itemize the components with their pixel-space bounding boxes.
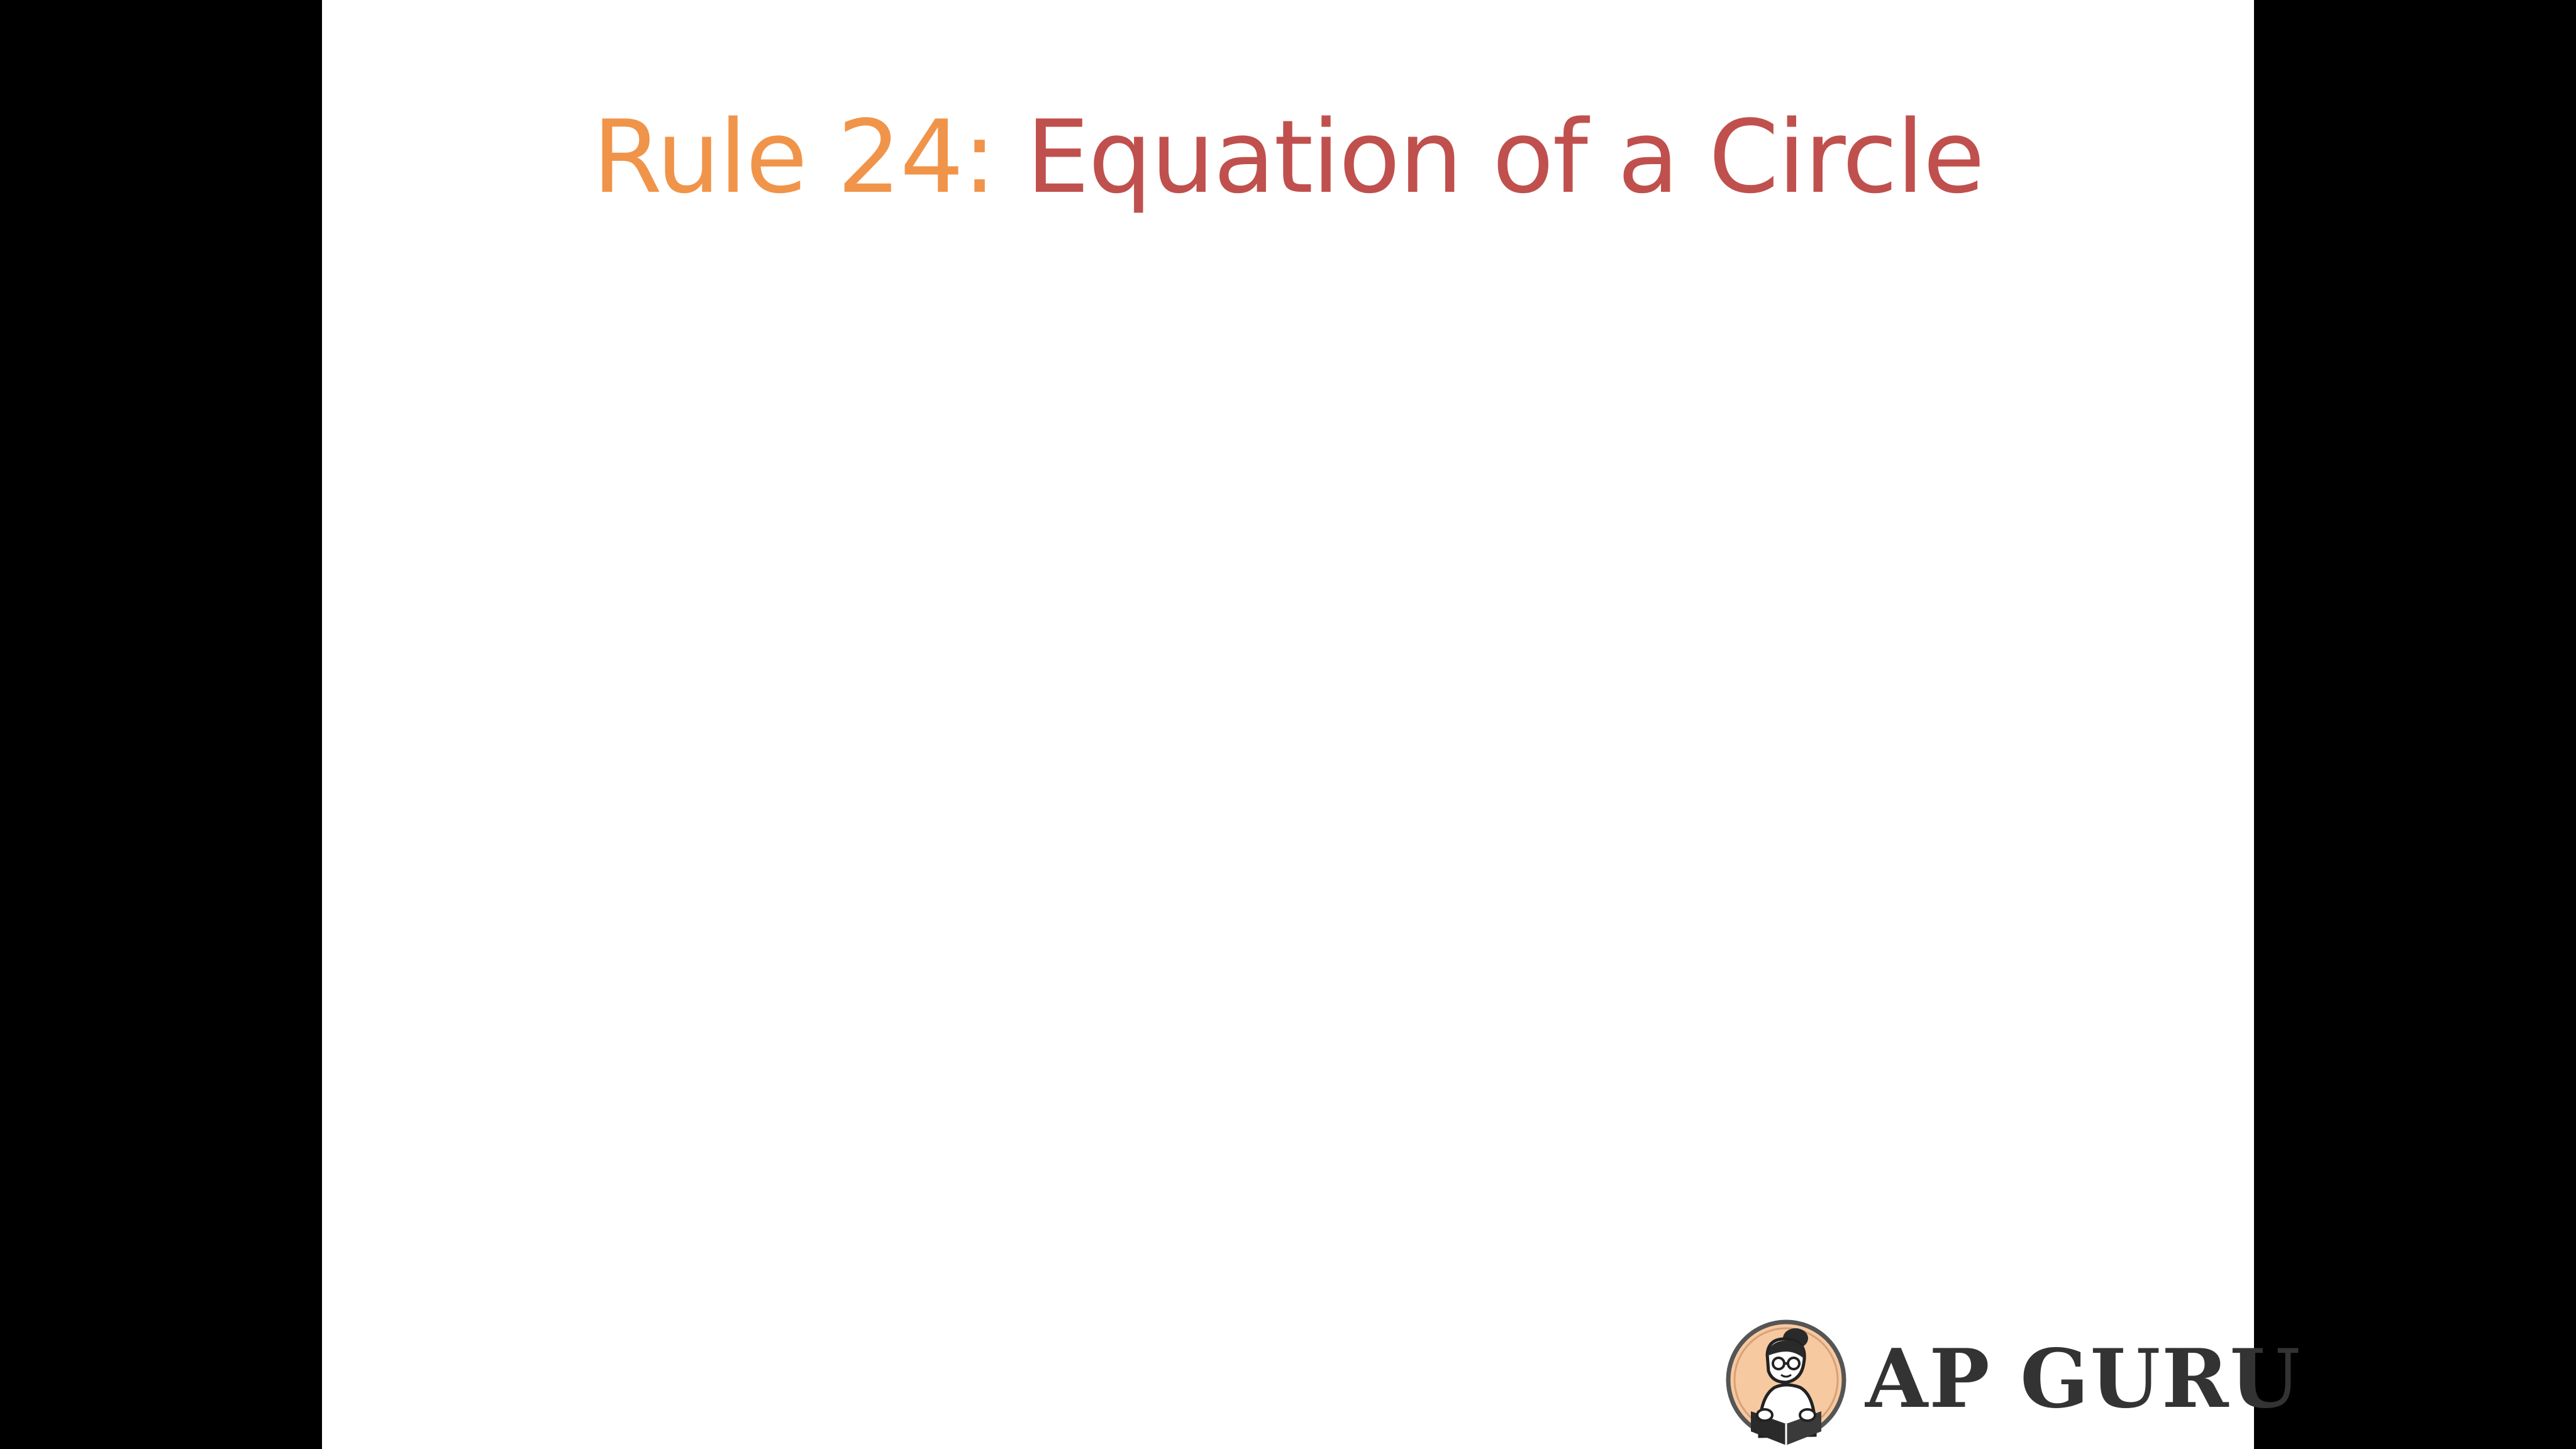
brand-logo [1723,1313,2302,1449]
brand-name: AP GURU [1865,1332,2302,1426]
title-rule-number: Rule 24: [592,98,996,216]
title-topic: Equation of a Circle [1026,98,1984,216]
slide [322,0,2302,1449]
slide-title [322,88,2254,226]
reading-student-icon [1723,1317,1849,1449]
